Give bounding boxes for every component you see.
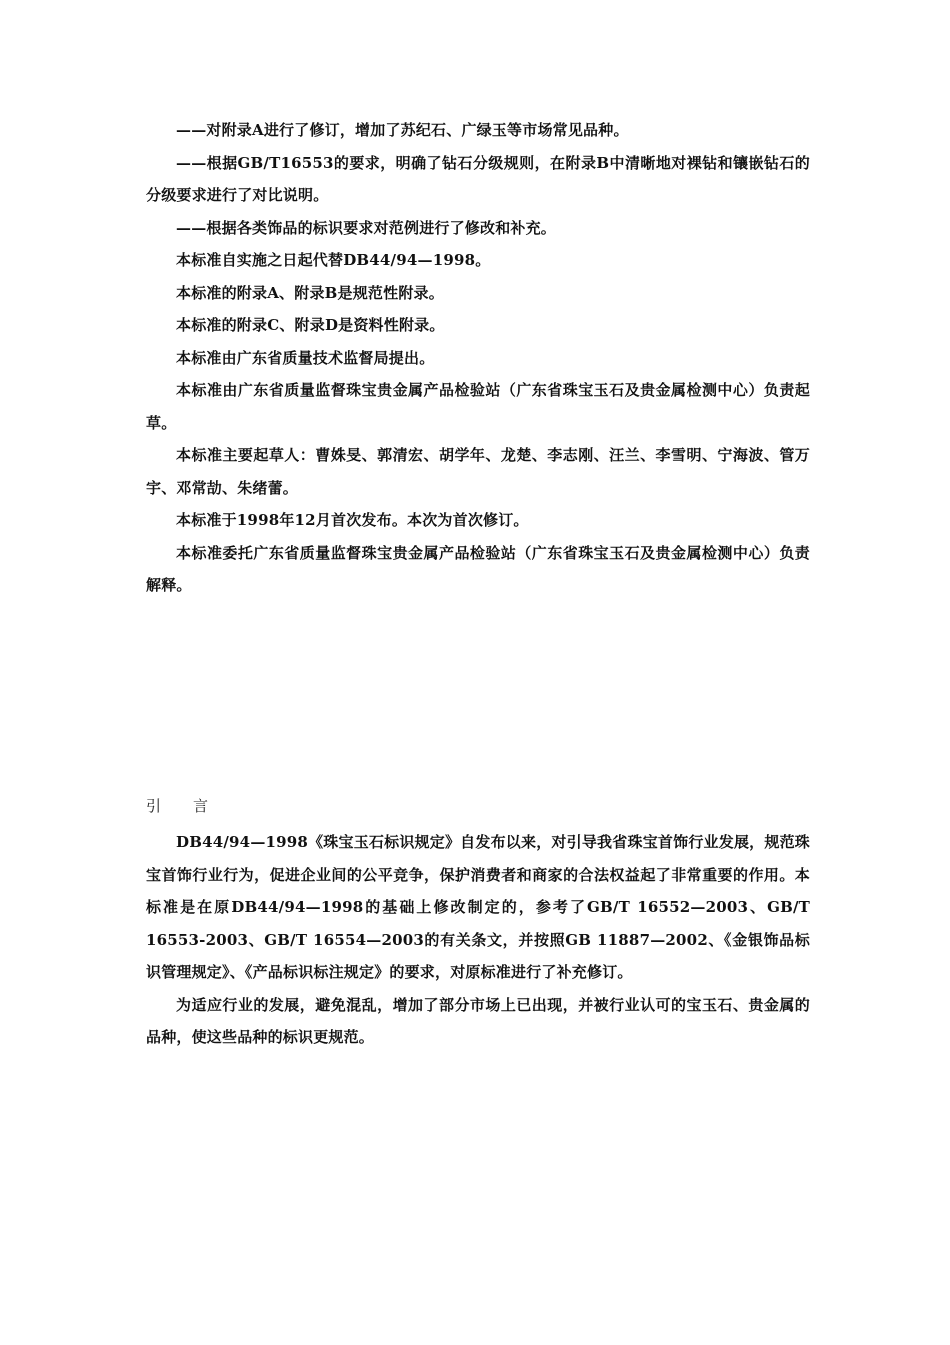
foreword-paragraph-informative-annexes: 本标准的附录C、附录D是资料性附录。 <box>176 316 445 334</box>
introduction-paragraph-purpose: 为适应行业的发展，避免混乱，增加了部分市场上已出现，并被行业认可的宝玉石、贵金属的品种，使这些品种的标识更规范。 <box>146 995 810 1046</box>
foreword-paragraph-diamond-grading: ——根据GB/T16553的要求，明确了钻石分级规则，在附录B中清晰地对裸钻和镶嵌钻石的分级要求进行了对比说明。 <box>146 153 810 204</box>
foreword-paragraph-drafters: 本标准主要起草人：曹姝旻、郭清宏、胡学年、龙楚、李志刚、汪兰、李雪明、宁海波、管万宇、邓常劼、朱绪蕾。 <box>146 446 810 497</box>
foreword-paragraph-drafted-by: 本标准由广东省质量监督珠宝贵金属产品检验站（广东省珠宝玉石及贵金属检测中心）负责起草。 <box>146 381 810 432</box>
introduction-section <box>146 792 810 1054</box>
introduction-paragraph-background: DB44/94—1998《珠宝玉石标识规定》自发布以来，对引导我省珠宝首饰行业发展，规范珠宝首饰行业行为，促进企业间的公平竞争，保护消费者和商家的合法权益起了非常重要的作用。本标准是在原DB44/94—1998的基础上修改制定的，参考了GB/T 16552—2003、GB/T 16553-2003、GB/T 16554—2003的有关条文，并按照GB 11887—2002、《金银饰品标识管理规定》、《产品标识标注规定》的要求，对原标准进行了补充修订。 <box>146 833 810 981</box>
foreword-section <box>146 114 810 602</box>
introduction-heading: 引言 <box>146 797 241 815</box>
foreword-paragraph-proposed-by: 本标准由广东省质量技术监督局提出。 <box>176 348 435 367</box>
foreword-paragraph-examples: ——根据各类饰品的标识要求对范例进行了修改和补充。 <box>176 218 557 237</box>
foreword-paragraph-replaces: 本标准自实施之日起代替DB44/94—1998。 <box>176 251 491 269</box>
foreword-paragraph-history: 本标准于1998年12月首次发布。本次为首次修订。 <box>176 511 529 529</box>
foreword-paragraph-appendix-a: ——对附录A进行了修订，增加了苏纪石、广绿玉等市场常见品种。 <box>176 121 629 139</box>
foreword-paragraph-normative-annexes: 本标准的附录A、附录B是规范性附录。 <box>176 283 444 302</box>
foreword-paragraph-interpretation: 本标准委托广东省质量监督珠宝贵金属产品检验站（广东省珠宝玉石及贵金属检测中心）负责解释。 <box>146 543 810 594</box>
